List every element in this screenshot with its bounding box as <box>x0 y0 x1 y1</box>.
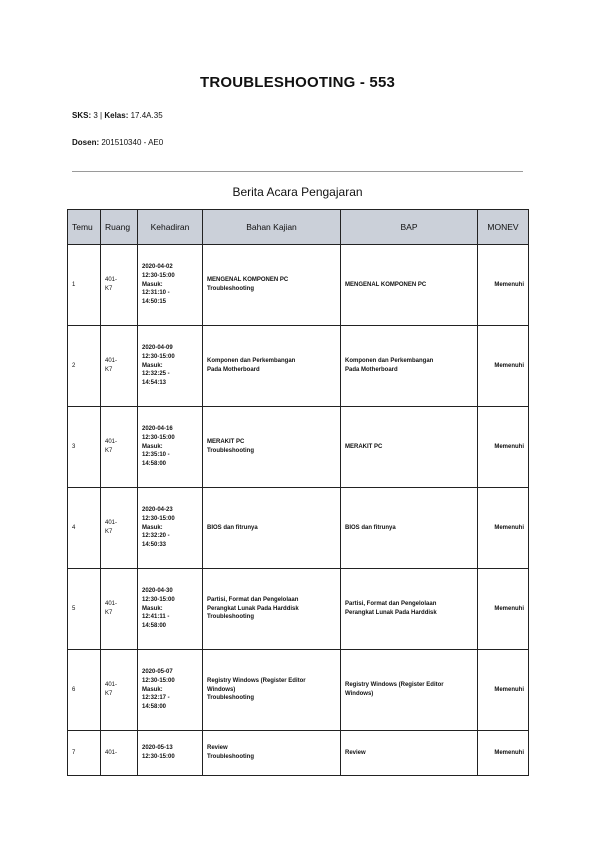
attendance-cell-text: 2020-05-13 12:30-15:00 <box>142 745 175 760</box>
page-title: TROUBLESHOOTING - 553 <box>199 74 396 91</box>
room-cell-text: 401- K7 <box>105 358 118 373</box>
room-cell-text: 401- K7 <box>105 520 118 535</box>
bap-cell-text: MERAKIT PC <box>345 443 383 450</box>
bap-cell-text: Registry Windows (Register Editor Windows) <box>345 682 444 697</box>
monev-status-text: Memenuhi <box>494 749 524 756</box>
column-header: MONEV <box>478 210 529 245</box>
study-material-cell-text: MENGENAL KOMPONEN PC Troubleshooting <box>207 277 289 292</box>
attendance-cell-text: 2020-04-16 12:30-15:00 Masuk: 12:35:10 - 14:58:00 <box>142 426 175 468</box>
bap-cell-text: Partisi, Format dan Pengelolaan Perangkat Lunak Pada Harddisk <box>345 601 437 616</box>
session-number-text: 4 <box>72 524 76 531</box>
session-number-text: 5 <box>72 605 76 612</box>
session-number-text: 1 <box>72 281 76 288</box>
session-number <box>68 650 101 731</box>
bap-cell-text: Review <box>345 749 366 756</box>
kelas-label: Kelas: <box>104 111 129 120</box>
monev-status <box>478 245 529 326</box>
study-material-cell-text: Review Troubleshooting <box>207 745 254 760</box>
room-cell-text: 401- <box>105 749 118 756</box>
session-number <box>68 488 101 569</box>
monev-status <box>478 407 529 488</box>
attendance-cell-text: 2020-04-30 12:30-15:00 Masuk: 12:41:11 - 14:58:00 <box>142 588 175 630</box>
bap-cell <box>341 326 478 407</box>
column-header: Temu <box>68 210 101 245</box>
attendance-cell <box>138 488 203 569</box>
monev-status <box>478 731 529 776</box>
session-number <box>68 731 101 776</box>
column-header: Ruang <box>101 210 138 245</box>
monev-status <box>478 650 529 731</box>
attendance-cell-text: 2020-04-09 12:30-15:00 Masuk: 12:32:25 - 14:54:13 <box>142 345 175 387</box>
monev-status-text: Memenuhi <box>494 686 524 693</box>
section-title: Berita Acara Pengajaran <box>232 185 363 199</box>
attendance-cell-text: 2020-05-07 12:30-15:00 Masuk: 12:32:17 - 14:58:00 <box>142 669 175 711</box>
study-material-cell <box>203 407 341 488</box>
bap-cell <box>341 650 478 731</box>
monev-status-text: Memenuhi <box>494 605 524 612</box>
room-cell-text: 401- K7 <box>105 682 118 697</box>
bap-cell <box>341 731 478 776</box>
table-row <box>68 326 529 407</box>
table-row <box>68 245 529 326</box>
monev-status <box>478 488 529 569</box>
monev-status-text: Memenuhi <box>494 443 524 450</box>
study-material-cell <box>203 326 341 407</box>
room-cell <box>101 731 138 776</box>
table-row <box>68 488 529 569</box>
study-material-cell <box>203 569 341 650</box>
lecturer-meta <box>72 138 163 147</box>
attendance-cell <box>138 731 203 776</box>
sks-value: 3 <box>93 111 98 120</box>
room-cell <box>101 650 138 731</box>
room-cell <box>101 326 138 407</box>
table-header-row <box>68 210 529 245</box>
room-cell <box>101 407 138 488</box>
session-number-text: 3 <box>72 443 76 450</box>
session-number <box>68 245 101 326</box>
bap-cell <box>341 488 478 569</box>
bap-cell-text: MENGENAL KOMPONEN PC <box>345 281 427 288</box>
attendance-cell-text: 2020-04-23 12:30-15:00 Masuk: 12:32:20 - 14:50:33 <box>142 507 175 549</box>
study-material-cell-text: BIOS dan fitrunya <box>207 524 258 531</box>
column-header: Kehadiran <box>138 210 203 245</box>
study-material-cell <box>203 488 341 569</box>
bap-cell <box>341 407 478 488</box>
bap-cell-text: BIOS dan fitrunya <box>345 524 396 531</box>
column-header: Bahan Kajian <box>203 210 341 245</box>
dosen-value: 201510340 - AE0 <box>101 138 164 147</box>
bap-cell <box>341 569 478 650</box>
attendance-cell-text: 2020-04-02 12:30-15:00 Masuk: 12:31:10 - 14:50:15 <box>142 264 175 306</box>
divider <box>72 171 523 172</box>
bap-cell-text: Komponen dan Perkembangan Pada Motherboard <box>345 358 434 373</box>
dosen-label: Dosen: <box>72 138 100 147</box>
attendance-cell <box>138 407 203 488</box>
session-number-text: 6 <box>72 686 76 693</box>
study-material-cell <box>203 245 341 326</box>
room-cell <box>101 569 138 650</box>
study-material-cell-text: Komponen dan Perkembangan Pada Motherboard <box>207 358 296 373</box>
table-row <box>68 731 529 776</box>
study-material-cell-text: Partisi, Format dan Pengelolaan Perangkat Lunak Pada Harddisk Troubleshooting <box>207 596 299 621</box>
monev-status-text: Memenuhi <box>494 281 524 288</box>
attendance-cell <box>138 569 203 650</box>
attendance-cell <box>138 650 203 731</box>
kelas-value: 17.4A.35 <box>130 111 163 120</box>
session-number-text: 2 <box>72 362 76 369</box>
course-meta <box>72 111 163 120</box>
room-cell-text: 401- K7 <box>105 439 118 454</box>
table-row <box>68 650 529 731</box>
attendance-cell <box>138 245 203 326</box>
session-number <box>68 569 101 650</box>
table-row <box>68 569 529 650</box>
study-material-cell <box>203 650 341 731</box>
session-number <box>68 326 101 407</box>
room-cell-text: 401- K7 <box>105 601 118 616</box>
attendance-cell <box>138 326 203 407</box>
study-material-cell-text: MERAKIT PC Troubleshooting <box>207 439 254 454</box>
session-number <box>68 407 101 488</box>
bap-cell <box>341 245 478 326</box>
study-material-cell-text: Registry Windows (Register Editor Windows) Troubleshooting <box>207 677 306 702</box>
study-material-cell <box>203 731 341 776</box>
column-header: BAP <box>341 210 478 245</box>
monev-status <box>478 326 529 407</box>
room-cell-text: 401- K7 <box>105 277 118 292</box>
monev-status-text: Memenuhi <box>494 524 524 531</box>
session-number-text: 7 <box>72 749 76 756</box>
meta-separator: | <box>100 111 103 120</box>
room-cell <box>101 245 138 326</box>
sks-label: SKS: <box>72 111 92 120</box>
table-row <box>68 407 529 488</box>
room-cell <box>101 488 138 569</box>
teaching-record-table <box>67 209 529 776</box>
monev-status-text: Memenuhi <box>494 362 524 369</box>
monev-status <box>478 569 529 650</box>
